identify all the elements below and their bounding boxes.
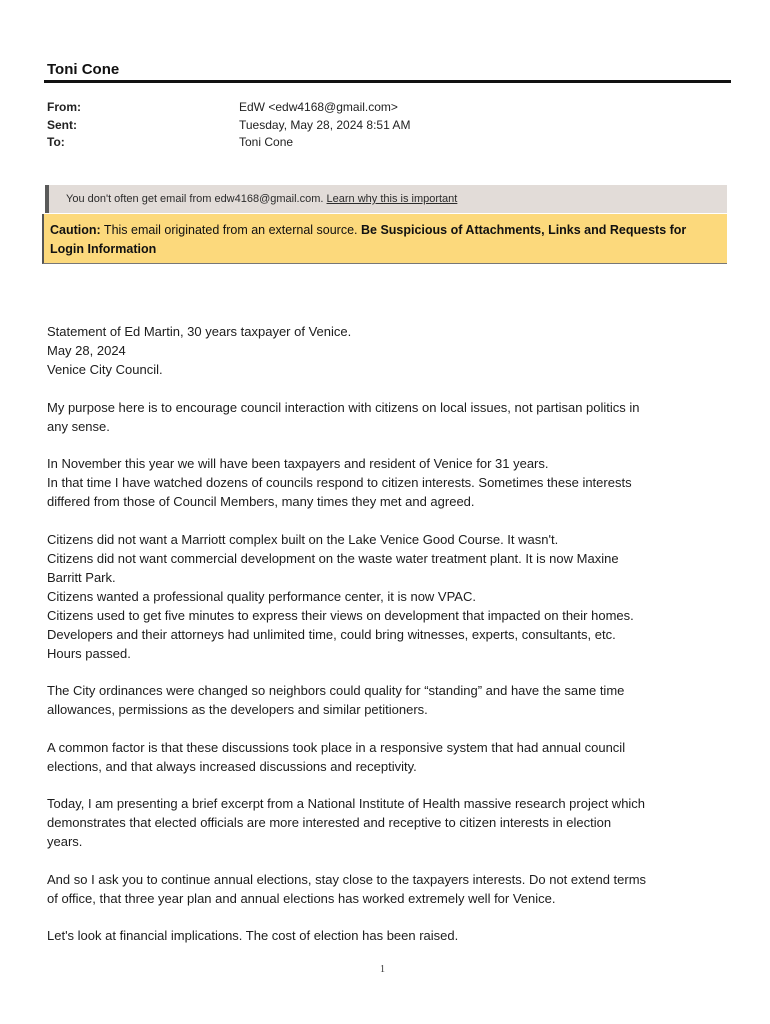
body-line: Venice City Council. bbox=[47, 362, 163, 377]
body-line: differed from those of Council Members, many times they met and agreed. bbox=[47, 494, 475, 509]
from-value: EdW <edw4168@gmail.com> bbox=[239, 100, 398, 114]
body-line: demonstrates that elected officials are more interested and receptive to citizen interests in election bbox=[47, 815, 612, 830]
caution-bold-text: Be Suspicious of Attachments, Links and Requests for Login Information bbox=[50, 223, 687, 256]
body-line: Developers and their attorneys had unlimited time, could bring witnesses, experts, consultants, etc. bbox=[47, 626, 616, 642]
body-line: years. bbox=[47, 834, 83, 849]
body-line: Barritt Park. bbox=[47, 569, 116, 585]
body-line: Citizens did not want a Marriott complex built on the Lake Venice Good Course. It wasn't. bbox=[47, 531, 559, 547]
body-line: elections, and that always increased discussions and receptivity. bbox=[47, 758, 417, 774]
paragraph-6 bbox=[47, 738, 737, 776]
paragraph-3 bbox=[47, 454, 737, 511]
notice-text-wrap bbox=[66, 193, 457, 205]
body-line: In November this year we will have been taxpayers and resident of Venice for 31 years. bbox=[47, 456, 549, 471]
email-title: Toni Cone bbox=[47, 61, 120, 78]
caution-text-wrap bbox=[50, 221, 722, 259]
body-line: Statement of Ed Martin, 30 years taxpayer of Venice. bbox=[47, 324, 352, 339]
learn-why-link[interactable]: Learn why this is important bbox=[326, 193, 458, 205]
to-value: Toni Cone bbox=[239, 135, 294, 149]
sent-value: Tuesday, May 28, 2024 8:51 AM bbox=[239, 118, 411, 132]
sent-label: Sent: bbox=[47, 118, 77, 132]
title-rule bbox=[44, 80, 731, 83]
body-line: The City ordinances were changed so neighbors could quality for “standing” and have the same time bbox=[47, 683, 625, 698]
caution-text: This email originated from an external source. bbox=[100, 223, 361, 237]
body-line: of office, that three year plan and annual elections has worked extremely well for Venice. bbox=[47, 890, 556, 906]
paragraph-8 bbox=[47, 870, 737, 908]
page-number: 1 bbox=[380, 964, 385, 975]
paragraph-1 bbox=[47, 322, 737, 379]
paragraph-5 bbox=[47, 681, 737, 719]
body-line: And so I ask you to continue annual elections, stay close to the taxpayers interests. Do not extend terms bbox=[47, 871, 647, 887]
paragraph-2 bbox=[47, 398, 737, 436]
paragraph-7 bbox=[47, 794, 737, 851]
paragraph-9 bbox=[47, 926, 737, 945]
body-line: Hours passed. bbox=[47, 645, 131, 661]
body-line: May 28, 2024 bbox=[47, 343, 126, 358]
notice-text: You don't often get email from edw4168@gmail.com. bbox=[66, 193, 327, 205]
paragraph-4 bbox=[47, 530, 737, 663]
body-line: In that time I have watched dozens of councils respond to citizen interests. Sometimes these interests bbox=[47, 475, 632, 490]
body-line: allowances, permissions as the developers and similar petitioners. bbox=[47, 702, 428, 717]
body-line: My purpose here is to encourage council interaction with citizens on local issues, not partisan politics in bbox=[47, 399, 640, 415]
caution-label: Caution: bbox=[50, 223, 101, 237]
body-line: Let's look at financial implications. The cost of election has been raised. bbox=[47, 928, 459, 943]
caution-banner bbox=[42, 214, 727, 264]
body-line: Today, I am presenting a brief excerpt from a National Institute of Health massive research project which bbox=[47, 796, 646, 811]
from-label: From: bbox=[47, 100, 81, 114]
to-label: To: bbox=[47, 135, 65, 149]
external-sender-notice bbox=[45, 185, 727, 213]
message-body bbox=[47, 322, 737, 964]
body-line: Citizens wanted a professional quality performance center, it is now VPAC. bbox=[47, 588, 476, 604]
body-line: Citizens did not want commercial development on the waste water treatment plant. It is now Maxine bbox=[47, 550, 619, 566]
body-line: A common factor is that these discussions took place in a responsive system that had annual council bbox=[47, 739, 626, 755]
body-line: any sense. bbox=[47, 418, 110, 434]
body-line: Citizens used to get five minutes to express their views on development that impacted on their homes. bbox=[47, 607, 634, 623]
